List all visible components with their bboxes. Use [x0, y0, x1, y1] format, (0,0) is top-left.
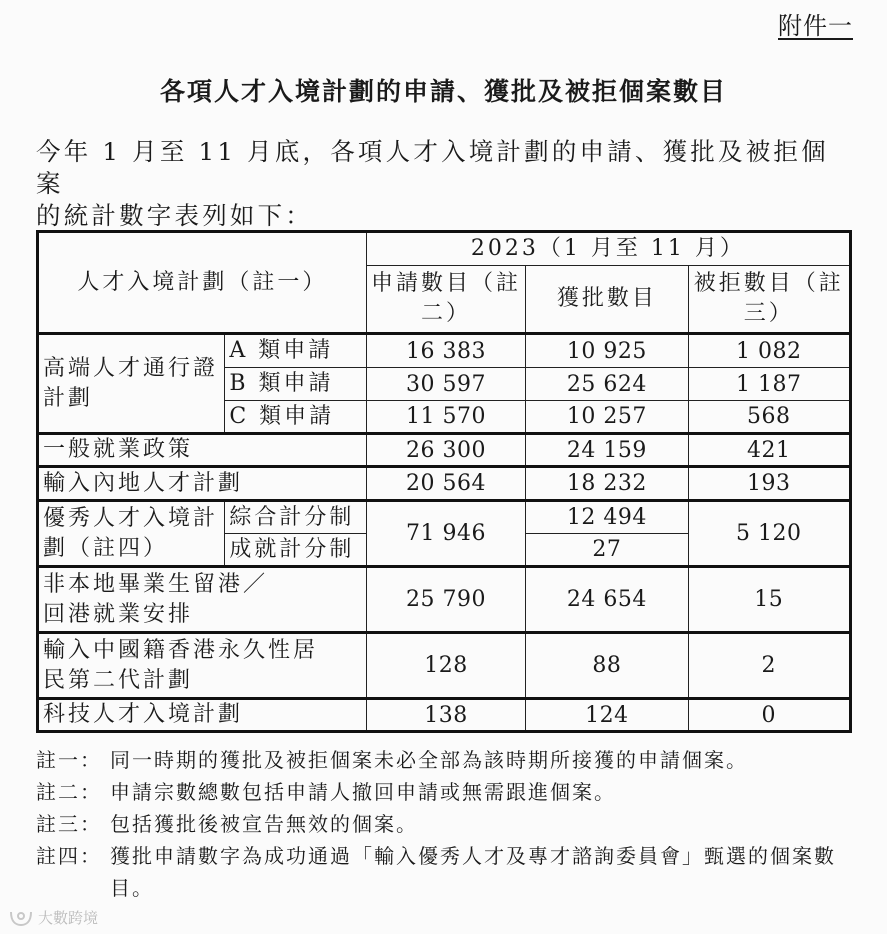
ttps-b-approved: 25 624: [526, 368, 688, 401]
document-title: 各項人才入境計劃的申請、獲批及被拒個案數目: [159, 77, 727, 106]
footnote-key: 註二：: [36, 780, 102, 804]
qmas-refused: 5 120: [688, 501, 850, 567]
table-row: [38, 633, 851, 699]
gep-applications: 26 300: [366, 434, 525, 467]
ttps-a-label: A 類申請: [225, 334, 366, 368]
techtas-name: 科技人才入境計劃: [38, 699, 367, 732]
table-row: [38, 501, 851, 534]
ttps-c-refused: 568: [688, 401, 850, 434]
sgp-name: 輸入中國籍香港永久性居民第二代計劃: [38, 633, 367, 699]
statistics-table: [36, 230, 852, 733]
header-refused: 被拒數目（註三）: [688, 266, 850, 334]
sgp-applications: 128: [366, 633, 525, 699]
footnote-text: 包括獲批後被宣告無效的個案。: [110, 812, 418, 836]
techtas-applications: 138: [366, 699, 525, 732]
irange-name: 非本地畢業生留港／回港就業安排: [38, 567, 367, 633]
table-row: [38, 467, 851, 501]
footnote-key: 註一：: [36, 748, 102, 772]
ttps-b-label: B 類申請: [225, 368, 366, 401]
gep-approved: 24 159: [526, 434, 688, 467]
ttps-c-approved: 10 257: [526, 401, 688, 434]
header-period: 2023（1 月至 11 月）: [366, 232, 850, 266]
footnote-1: [36, 744, 866, 776]
header-applications: 申請數目（註二）: [366, 266, 525, 334]
intro-line-1: 今年 1 月至 11 月底，各項人才入境計劃的申請、獲批及被拒個案: [36, 137, 829, 198]
ttps-c-applications: 11 570: [366, 401, 525, 434]
header-approved: 獲批數目: [526, 266, 688, 334]
ttps-name: 高端人才通行證計劃: [38, 334, 225, 434]
irange-refused: 15: [688, 567, 850, 633]
techtas-approved: 124: [526, 699, 688, 732]
ttps-b-applications: 30 597: [366, 368, 525, 401]
qmas-achievement-approved: 27: [526, 534, 688, 567]
table-row: [38, 334, 851, 368]
table-row: [38, 567, 851, 633]
header-scheme: 人才入境計劃（註一）: [38, 232, 367, 334]
intro-paragraph: [36, 136, 856, 232]
techtas-refused: 0: [688, 699, 850, 732]
qmas-achievement-label: 成就計分制: [225, 534, 366, 567]
footnotes: [36, 744, 866, 904]
sgp-approved: 88: [526, 633, 688, 699]
table-row: [38, 699, 851, 732]
sgp-refused: 2: [688, 633, 850, 699]
gep-name: 一般就業政策: [38, 434, 367, 467]
asmtp-applications: 20 564: [366, 467, 525, 501]
intro-line-2: 的統計數字表列如下：: [36, 201, 313, 230]
asmtp-approved: 18 232: [526, 467, 688, 501]
footnote-2: [36, 776, 866, 808]
ttps-c-label: C 類申請: [225, 401, 366, 434]
watermark-text: 大數跨境: [38, 909, 99, 927]
footnote-3: [36, 808, 866, 840]
ttps-b-refused: 1 187: [688, 368, 850, 401]
footnote-text: 獲批申請數字為成功通過「輸入優秀人才及專才諮詢委員會」甄選的個案數目。: [110, 844, 836, 900]
annex-label: 附件一: [778, 12, 853, 40]
asmtp-refused: 193: [688, 467, 850, 501]
ttps-a-approved: 10 925: [526, 334, 688, 368]
qmas-applications: 71 946: [366, 501, 525, 567]
qmas-name: 優秀人才入境計劃（註四）: [38, 501, 225, 567]
asmtp-name: 輸入內地人才計劃: [38, 467, 367, 501]
footnote-key: 註三：: [36, 812, 102, 836]
footnote-text: 同一時期的獲批及被拒個案未必全部為該時期所接獲的申請個案。: [110, 748, 748, 772]
qmas-general-label: 綜合計分制: [225, 501, 366, 534]
gep-refused: 421: [688, 434, 850, 467]
ttps-a-applications: 16 383: [366, 334, 525, 368]
qmas-general-approved: 12 494: [526, 501, 688, 534]
irange-approved: 24 654: [526, 567, 688, 633]
table-row: [38, 434, 851, 467]
watermark-logo-icon: [8, 908, 34, 928]
footnote-text: 申請宗數總數包括申請人撤回申請或無需跟進個案。: [110, 780, 616, 804]
ttps-a-refused: 1 082: [688, 334, 850, 368]
watermark: [8, 907, 98, 928]
irange-applications: 25 790: [366, 567, 525, 633]
footnote-4: [36, 840, 866, 904]
footnote-key: 註四：: [36, 844, 102, 868]
